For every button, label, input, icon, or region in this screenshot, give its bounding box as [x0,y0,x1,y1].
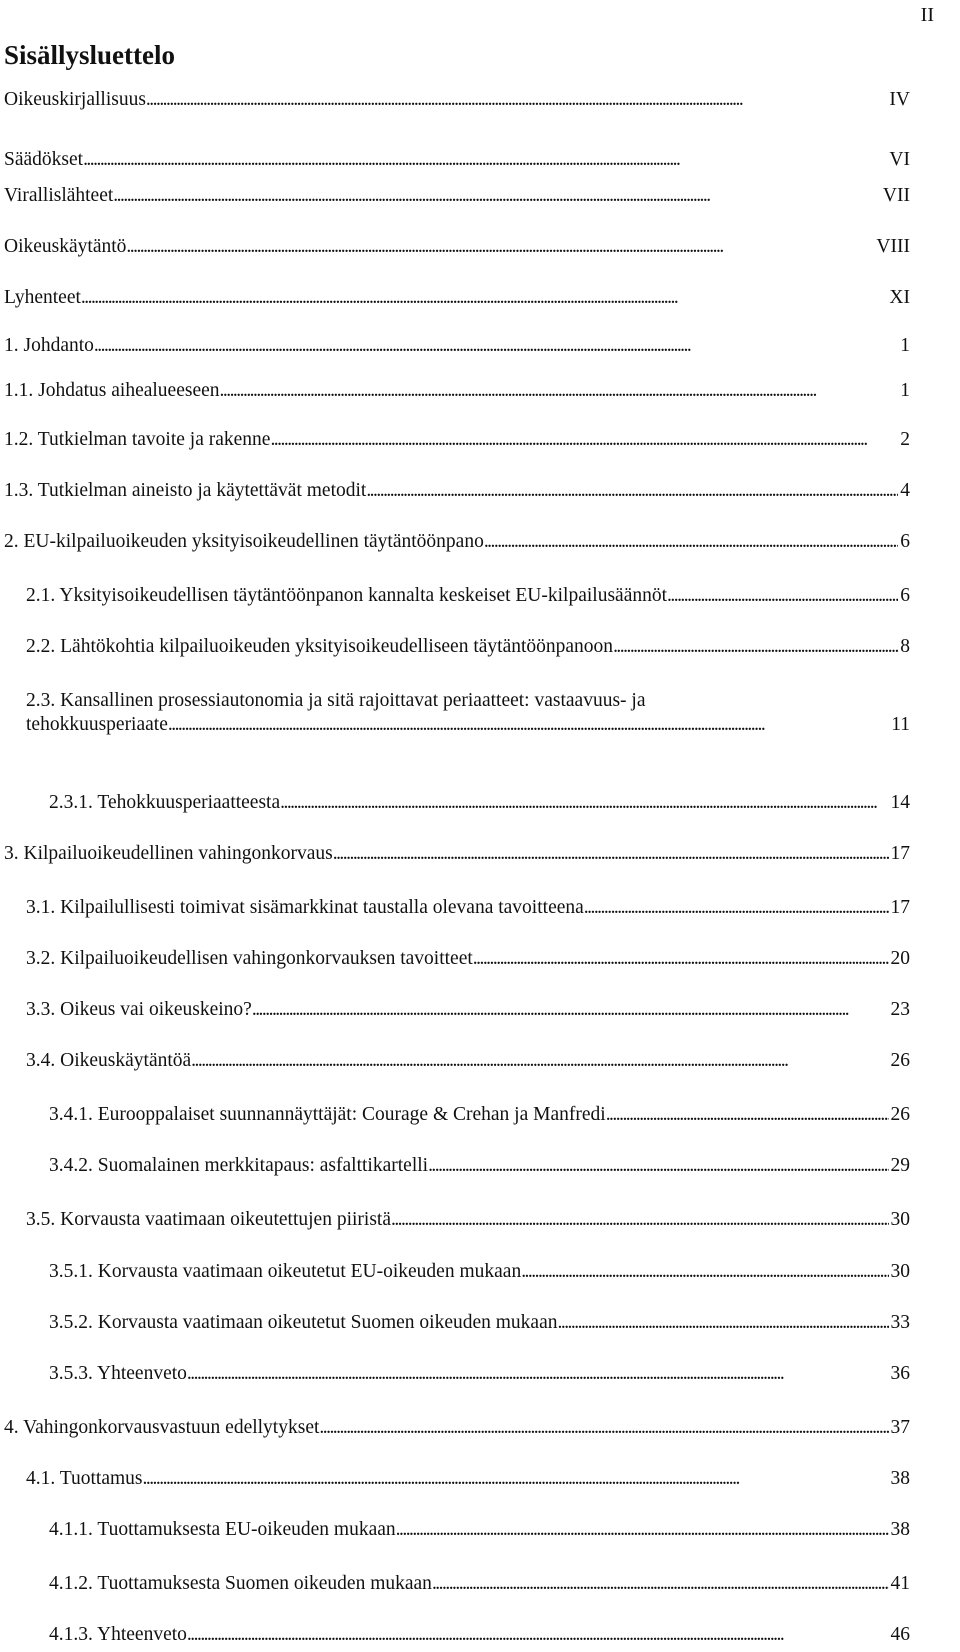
dot-leader [558,1311,889,1335]
toc-entry-title: 4.1.2. Tuottamuksesta Suomen oikeuden mukaan [49,1572,432,1594]
toc-entry[interactable] [49,1260,910,1284]
toc-entry-title: 2.2. Lähtökohtia kilpailuoikeuden yksityisoikeudelliseen täytäntöönpanoon [26,635,614,657]
toc-entry-title: 3.2. Kilpailuoikeudellisen vahingonkorvauksen tavoitteet [26,948,473,970]
toc-entry-page: 1 [900,380,910,402]
toc-entry-page: 4 [900,479,910,501]
dot-leader [366,479,898,503]
toc-entry-page: 33 [890,1311,910,1333]
toc-entry-title: Oikeuskäytäntö [4,236,127,258]
dot-leader [94,334,898,358]
dot-leader [606,1103,889,1127]
toc-entry-title: 3.5. Korvausta vaatimaan oikeutettujen piiristä [26,1209,391,1231]
dot-leader [126,235,874,259]
dot-leader [252,998,889,1022]
toc-entry-page: 2 [900,428,910,450]
toc-entry[interactable] [26,1049,910,1073]
dot-leader [396,1518,889,1542]
toc-entry[interactable] [49,1623,910,1647]
toc-entry[interactable] [4,148,910,172]
toc-entry-page: 23 [890,999,910,1021]
dot-leader [81,286,888,310]
toc-entry[interactable] [4,235,910,259]
dot-leader [319,1416,888,1440]
toc-entry-page: 46 [890,1623,910,1645]
toc-entry-title: 4.1.3. Yhteenveto [49,1623,187,1645]
toc-entry[interactable] [26,1208,910,1232]
toc-entry[interactable] [26,1467,910,1491]
toc-entry-title: 2. EU-kilpailuoikeuden yksityisoikeudellinen täytäntöönpano [4,530,484,552]
toc-entry[interactable] [26,689,910,737]
toc-entry-title: 2.3.1. Tehokkuusperiaatteesta [49,791,281,813]
toc-entry-title: 3.5.2. Korvausta vaatimaan oikeutetut Suomen oikeuden mukaan [49,1311,558,1333]
toc-entry-title: 3.4.1. Eurooppalaiset suunnannäyttäjät: Courage & Crehan ja Manfredi [49,1104,606,1126]
toc-entry-page: 17 [890,843,910,864]
dot-leader [613,635,898,659]
toc-entry[interactable] [26,896,910,920]
dot-leader [521,1260,888,1284]
toc-entry[interactable] [49,1572,910,1596]
toc-entry-page: 38 [890,1518,910,1540]
toc-entry-page: 11 [891,713,910,735]
toc-entry-page: 26 [890,1104,910,1126]
toc-entry-page: 6 [900,530,910,552]
toc-entry-title: 3.5.3. Yhteenveto [49,1362,187,1384]
toc-entry[interactable] [4,379,910,403]
dot-leader [391,1208,889,1232]
toc-entry-page: XI [889,287,910,309]
toc-entry-title: 4.1. Tuottamus [26,1467,143,1489]
toc-entry-title: 1. Johdanto [4,335,94,357]
toc-entry[interactable] [4,88,910,112]
dot-leader [187,1623,889,1647]
toc-entry-title: 2.1. Yksityisoikeudellisen täytäntöönpanon kannalta keskeiset EU-kilpailusäännöt [26,584,668,606]
dot-leader [146,88,888,112]
toc-entry[interactable] [4,428,910,452]
toc-entry-title: Lyhenteet [4,287,81,309]
toc-entry-page: 41 [890,1572,910,1594]
toc-entry-title: Säädökset [4,149,84,171]
dot-leader [280,791,888,815]
dot-leader [473,947,889,971]
toc-entry-page: 1 [900,335,910,357]
toc-entry[interactable] [49,1362,910,1386]
toc-entry-title: 3.1. Kilpailullisesti toimivat sisämarkkinat taustalla olevana tavoitteena [26,897,584,919]
toc-entry[interactable] [4,184,910,208]
toc-entry-title: 1.3. Tutkielman aineisto ja käytettävät metodit [4,479,367,501]
toc-entry-title: 3.3. Oikeus vai oikeuskeino? [26,999,252,1021]
toc-entry-title: 3. Kilpailuoikeudellinen vahingonkorvaus [4,843,333,864]
toc-entry-title: 4. Vahingonkorvausvastuun edellytykset [4,1416,320,1438]
toc-entry-page: VIII [876,236,910,258]
dot-leader [220,379,899,403]
toc-entry[interactable] [4,479,910,503]
toc-entry-title: Oikeuskirjallisuus [4,89,146,111]
toc-entry-page: IV [889,89,910,111]
page-number: II [920,4,934,26]
toc-entry-title: 3.5.1. Korvausta vaatimaan oikeutetut EU-oikeuden mukaan [49,1260,522,1282]
toc-entry[interactable] [4,286,910,310]
dot-leader [667,584,898,608]
toc-entry[interactable] [26,998,910,1022]
toc-entry-title: 4.1.1. Tuottamuksesta EU-oikeuden mukaan [49,1518,396,1540]
dot-leader [187,1362,889,1386]
toc-entry-title-continued: tehokkuusperiaate [26,713,168,735]
toc-entry[interactable] [49,1311,910,1335]
toc-entry-title: Virallislähteet [4,185,114,207]
toc-entry[interactable] [4,334,910,358]
dot-leader [484,530,898,554]
toc-entry-page: 29 [890,1155,910,1177]
toc-entry-page: VII [882,185,910,207]
toc-entry-page: 30 [890,1209,910,1231]
toc-entry[interactable] [26,635,910,659]
toc-entry-page: 20 [890,948,910,970]
toc-entry-page: 30 [890,1260,910,1282]
toc-entry-page: 38 [890,1467,910,1489]
dot-leader [333,842,889,866]
toc-entry-page: 36 [890,1362,910,1384]
dot-leader [270,428,898,452]
toc-entry[interactable] [4,1416,910,1440]
dot-leader [432,1572,889,1596]
dot-leader [428,1154,888,1178]
toc-heading: Sisällysluettelo [4,40,176,70]
toc-entry[interactable] [49,1103,910,1127]
toc-entry-page: 17 [890,897,910,919]
toc-entry[interactable] [49,791,910,815]
dot-leader [584,896,889,920]
toc-entry-page: 8 [900,635,910,657]
dot-leader [113,184,881,208]
toc-entry[interactable] [26,584,910,608]
toc-entry-title: 3.4. Oikeuskäytäntöä [26,1050,192,1072]
toc-entry[interactable] [49,1518,910,1542]
toc-entry[interactable] [26,947,910,971]
toc-entry-page: 26 [890,1050,910,1072]
toc-entry-title: 1.1. Johdatus aihealueeseen [4,380,220,402]
dot-leader [168,713,889,737]
toc-entry-title: 2.3. Kansallinen prosessiautonomia ja sitä rajoittavat periaatteet: vastaavuus- ja [26,689,646,711]
toc-entry[interactable] [4,842,910,866]
toc-entry-page: 37 [890,1416,910,1438]
toc-entry-page: VI [889,149,910,171]
toc-entry-title: 1.2. Tutkielman tavoite ja rakenne [4,428,271,450]
toc-entry-title: 3.4.2. Suomalainen merkkitapaus: asfalttikartelli [49,1155,429,1177]
dot-leader [83,148,887,172]
toc-entry[interactable] [49,1154,910,1178]
toc-entry-page: 14 [890,791,910,813]
toc-entry-page: 6 [900,584,910,606]
dot-leader [191,1049,888,1073]
toc-entry[interactable] [4,530,910,554]
dot-leader [143,1467,889,1491]
